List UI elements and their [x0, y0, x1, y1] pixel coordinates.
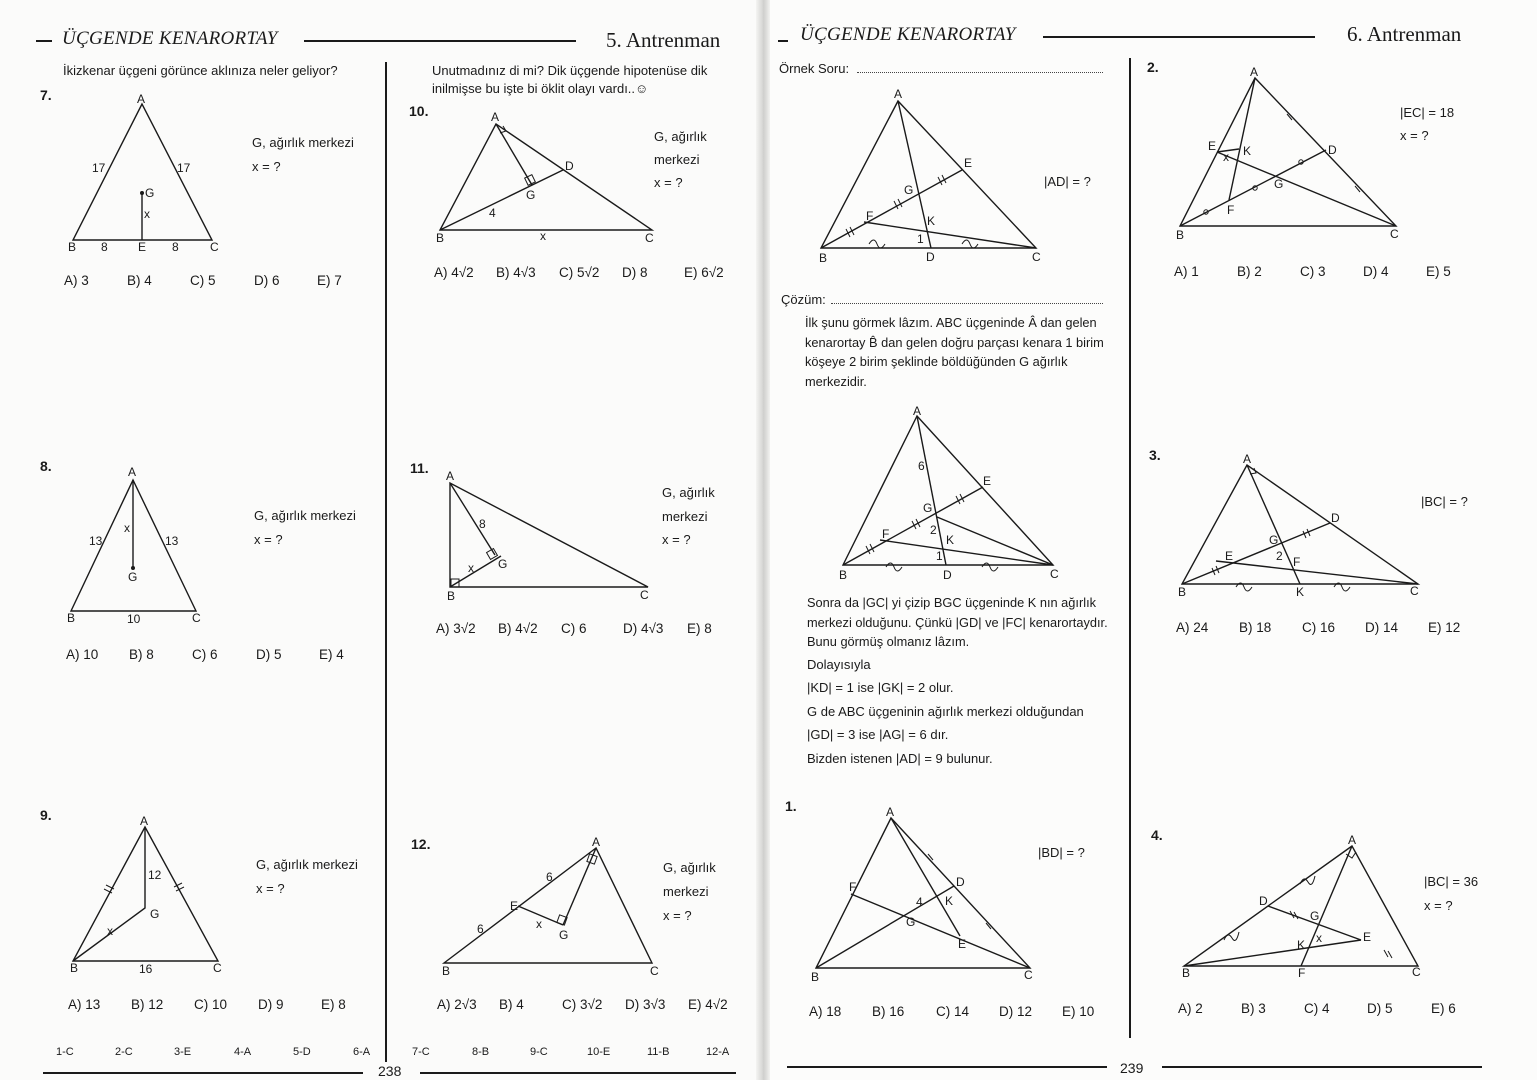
- problem-number: 9.: [40, 807, 52, 823]
- example-label: Örnek Soru:: [779, 61, 850, 76]
- option-d[interactable]: D) 5: [1367, 1001, 1393, 1016]
- figure-label: G: [904, 183, 914, 197]
- figure-label: 4: [916, 895, 923, 909]
- solution-line: Bizden istenen |AD| = 9 bulunur.: [807, 751, 993, 766]
- header-dash: [778, 40, 788, 42]
- left-page-number: 238: [378, 1063, 402, 1079]
- option-c[interactable]: C) 3√2: [562, 997, 603, 1012]
- figure-label: K: [1243, 144, 1252, 158]
- option-d[interactable]: D) 5: [256, 647, 282, 662]
- option-d[interactable]: D) 8: [622, 265, 648, 280]
- figure-label: K: [1296, 585, 1305, 599]
- answer-key-item: 5-D: [293, 1046, 311, 1058]
- option-c[interactable]: C) 14: [936, 1004, 970, 1019]
- option-b[interactable]: B) 4√3: [496, 265, 536, 280]
- option-c[interactable]: C) 4: [1304, 1001, 1330, 1016]
- figure-label: C: [1032, 250, 1041, 264]
- figure-label: B: [67, 611, 76, 625]
- figure-label: 13: [165, 534, 179, 548]
- figure-label: x: [1223, 150, 1229, 164]
- figure-label: G: [1310, 909, 1320, 923]
- problem-number: 4.: [1151, 827, 1163, 843]
- solution-line: G de ABC üçgeninin ağırlık merkezi olduğundan: [807, 704, 1084, 719]
- figure-label: x: [107, 924, 113, 938]
- problem-question: x = ?: [252, 159, 281, 174]
- option-c[interactable]: C) 10: [194, 997, 228, 1012]
- figure-label: F: [866, 209, 874, 223]
- figure-label: G: [145, 186, 155, 200]
- problem-question: x = ?: [256, 881, 285, 896]
- option-b[interactable]: B) 18: [1239, 620, 1272, 635]
- option-e[interactable]: E) 8: [321, 997, 346, 1012]
- figure-label: A: [1250, 65, 1259, 79]
- right-header-title: ÜÇGENDE KENARORTAY: [800, 24, 1016, 45]
- figure-label: x: [124, 521, 130, 535]
- problem-question: merkezi: [663, 884, 709, 899]
- problem-question: G, ağırlık: [654, 129, 707, 144]
- option-a[interactable]: A) 24: [1176, 620, 1209, 635]
- figure-label: C: [640, 588, 649, 602]
- problem-question: |BC| = ?: [1421, 494, 1468, 509]
- dotted-leader: [857, 60, 1103, 73]
- figure-label: A: [913, 404, 922, 418]
- figure-label: A: [128, 465, 137, 479]
- option-a[interactable]: A) 2: [1178, 1001, 1203, 1016]
- figure-label: 12: [148, 868, 162, 882]
- problem-question: x = ?: [662, 532, 691, 547]
- figure-label: 8: [479, 517, 486, 531]
- figure-label: E: [958, 937, 967, 951]
- answer-key-item: 10-E: [587, 1046, 611, 1058]
- figure-label: 17: [92, 161, 106, 175]
- vertex-label: A: [137, 92, 146, 106]
- figure-label: F: [1227, 203, 1235, 217]
- problem-number: 3.: [1149, 447, 1161, 463]
- option-d[interactable]: D) 12: [999, 1004, 1033, 1019]
- option-b[interactable]: B) 16: [872, 1004, 905, 1019]
- figure-label: 8: [101, 240, 108, 254]
- option-e[interactable]: E) 4√2: [688, 997, 728, 1012]
- problem-question: x = ?: [654, 175, 683, 190]
- figure-label: 17: [177, 161, 191, 175]
- figure-label: E: [983, 474, 992, 488]
- figure-label: G: [526, 188, 536, 202]
- problem-question: G, ağırlık merkezi: [252, 135, 354, 150]
- figure-label: A: [894, 87, 903, 101]
- figure-label: D: [1331, 511, 1340, 525]
- problem-question: G, ağırlık: [662, 485, 715, 500]
- figure-label: E: [510, 899, 519, 913]
- book-gutter: [756, 0, 770, 1080]
- figure-label: K: [945, 894, 954, 908]
- figure-label: B: [436, 231, 445, 245]
- problem-question: |BD| = ?: [1038, 845, 1085, 860]
- problem-question: G, ağırlık merkezi: [256, 857, 358, 872]
- figure-label: D: [943, 568, 952, 582]
- answer-key-item: 12-A: [706, 1046, 730, 1058]
- option-b[interactable]: B) 2: [1237, 264, 1262, 279]
- problem-question: merkezi: [662, 509, 708, 524]
- answer-key-item: 3-E: [174, 1046, 192, 1058]
- right-training-title: 6. Antrenman: [1347, 22, 1462, 46]
- column-divider: [1129, 58, 1131, 1038]
- figure-label: D: [1259, 894, 1268, 908]
- figure-label: 6: [477, 922, 484, 936]
- figure-label: G: [128, 570, 138, 584]
- figure-label: C: [650, 964, 659, 978]
- figure-label: 4: [489, 206, 496, 220]
- figure-label: A: [1243, 452, 1252, 466]
- problem-question: G, ağırlık: [663, 860, 716, 875]
- figure-label: C: [1024, 968, 1033, 982]
- figure-label: A: [592, 835, 601, 849]
- problem-number: 11.: [410, 460, 429, 476]
- problem-number: 1.: [785, 798, 797, 814]
- problem-question: x = ?: [1424, 898, 1453, 913]
- header-rule: [1043, 36, 1315, 38]
- figure-label: D: [956, 875, 965, 889]
- problem-question: x = ?: [254, 532, 283, 547]
- problem-number: 7.: [40, 87, 52, 103]
- option-b[interactable]: B) 4: [499, 997, 524, 1012]
- option-a[interactable]: A) 18: [809, 1004, 842, 1019]
- figure-label: K: [1297, 938, 1306, 952]
- figure-label: 13: [89, 534, 103, 548]
- figure-label: G: [559, 928, 569, 942]
- figure-label: 8: [172, 240, 179, 254]
- left-header-title: ÜÇGENDE KENARORTAY: [62, 28, 278, 49]
- option-d[interactable]: D) 14: [1365, 620, 1399, 635]
- solution-label: Çözüm:: [781, 292, 826, 307]
- figure-label: B: [1178, 585, 1187, 599]
- figure-label: C: [645, 231, 654, 245]
- option-a[interactable]: A) 1: [1174, 264, 1199, 279]
- figure-label: K: [946, 533, 955, 547]
- option-e[interactable]: E) 5: [1426, 264, 1451, 279]
- problem-number: 10.: [409, 103, 429, 119]
- option-a[interactable]: A) 2√3: [437, 997, 477, 1012]
- figure-label: D: [565, 159, 574, 173]
- option-e[interactable]: E) 12: [1428, 620, 1461, 635]
- figure-label: B: [839, 568, 848, 582]
- intro2-line2: inilmişse bu işte bi öklit olayı vardı..☺: [432, 81, 649, 96]
- option-a[interactable]: A) 4√2: [434, 265, 474, 280]
- figure-label: A: [446, 469, 455, 483]
- option-a[interactable]: A) 10: [66, 647, 99, 662]
- figure-label: C: [1050, 567, 1059, 581]
- figure-label: A: [140, 814, 149, 828]
- figure-label: E: [1208, 139, 1217, 153]
- figure-label: B: [819, 251, 828, 265]
- figure-label: F: [849, 880, 857, 894]
- figure-label: E: [1225, 549, 1234, 563]
- option-a[interactable]: A) 3√2: [436, 621, 476, 636]
- answer-key-item: 9-C: [530, 1046, 548, 1058]
- figure-label: 1: [936, 549, 943, 563]
- figure-label: K: [927, 214, 936, 228]
- figure-label: E: [964, 156, 973, 170]
- option-b[interactable]: B) 4: [127, 273, 152, 288]
- solution-line: |KD| = 1 ise |GK| = 2 olur.: [807, 680, 954, 695]
- figure-label: 2: [930, 523, 937, 537]
- figure-label: 16: [139, 962, 153, 976]
- intro-text: İkizkenar üçgeni görünce aklınıza neler geliyor?: [63, 63, 338, 78]
- problem-number: 2.: [1147, 59, 1159, 75]
- dotted-leader: [831, 291, 1103, 304]
- problem-question: x = ?: [663, 908, 692, 923]
- solution-paragraph: İlk şunu görmek lâzım. ABC üçgeninde Â dan gelen kenarortay B̂ dan gelen doğru parçası kenara 1 birim köşeye 2 birim şeklinde böldüğünden G ağırlık merkezidir.: [805, 315, 1104, 389]
- option-d[interactable]: D) 6: [254, 273, 280, 288]
- option-e[interactable]: E) 8: [687, 621, 712, 636]
- figure-label: C: [1410, 584, 1419, 598]
- figure-label: D: [926, 250, 935, 264]
- figure-label: B: [811, 970, 820, 984]
- figure-label: C: [192, 611, 201, 625]
- figure-label: C: [1412, 965, 1421, 979]
- figure-label: E: [138, 240, 147, 254]
- problem-number: 12.: [411, 836, 431, 852]
- figure-label: A: [1348, 833, 1357, 847]
- figure-label: x: [1316, 931, 1322, 945]
- option-a[interactable]: A) 3: [64, 273, 89, 288]
- footer-rule: [43, 1072, 363, 1074]
- option-c[interactable]: C) 16: [1302, 620, 1336, 635]
- problem-question: merkezi: [654, 152, 700, 167]
- option-e[interactable]: E) 7: [317, 273, 342, 288]
- header-rule: [304, 40, 576, 42]
- example-question: |AD| = ?: [1044, 174, 1091, 189]
- problem-question: |BC| = 36: [1424, 874, 1479, 889]
- answer-key-item: 6-A: [353, 1046, 371, 1058]
- figure-label: G: [498, 557, 508, 571]
- figure-label: G: [906, 915, 916, 929]
- figure-label: A: [886, 805, 895, 819]
- option-c[interactable]: C) 5: [190, 273, 216, 288]
- option-c[interactable]: C) 3: [1300, 264, 1326, 279]
- problem-question: G, ağırlık merkezi: [254, 508, 356, 523]
- answer-key-item: 1-C: [56, 1046, 74, 1058]
- solution-paragraph: Sonra da |GC| yi çizip BGC üçgeninde K nın ağırlık merkezi olduğunu. Çünkü |GD| ve |FC| kenarortaydır. Bunu görmüş olmanız lâzım.: [807, 595, 1108, 649]
- header-dash: [36, 40, 52, 42]
- right-page: [762, 0, 1537, 1080]
- option-d[interactable]: D) 3√3: [625, 997, 666, 1012]
- figure-label: G: [923, 501, 933, 515]
- option-c[interactable]: C) 5√2: [559, 265, 600, 280]
- figure-label: x: [540, 229, 546, 243]
- answer-key-item: 11-B: [647, 1046, 670, 1058]
- option-b[interactable]: B) 3: [1241, 1001, 1266, 1016]
- figure-label: B: [1182, 966, 1191, 980]
- figure-label: D: [1328, 143, 1337, 157]
- option-e[interactable]: E) 6√2: [684, 265, 724, 280]
- option-b[interactable]: B) 8: [129, 647, 154, 662]
- option-e[interactable]: E) 4: [319, 647, 344, 662]
- figure-label: 6: [546, 870, 553, 884]
- option-e[interactable]: E) 10: [1062, 1004, 1095, 1019]
- figure-label: B: [1176, 228, 1185, 242]
- figure-label: x: [536, 917, 542, 931]
- figure-label: 10: [127, 612, 141, 626]
- option-d[interactable]: D) 4: [1363, 264, 1389, 279]
- option-b[interactable]: B) 12: [131, 997, 164, 1012]
- option-d[interactable]: D) 9: [258, 997, 284, 1012]
- footer-rule: [420, 1072, 736, 1074]
- option-a[interactable]: A) 13: [68, 997, 101, 1012]
- answer-key-item: 4-A: [234, 1046, 252, 1058]
- figure-label: 1: [917, 232, 924, 246]
- figure-label: x: [468, 561, 474, 575]
- option-e[interactable]: E) 6: [1431, 1001, 1456, 1016]
- option-d[interactable]: D) 4√3: [623, 621, 664, 636]
- figure-label: C: [213, 961, 222, 975]
- column-divider: [385, 62, 387, 1062]
- figure-label: F: [1293, 555, 1301, 569]
- answer-key-item: 7-C: [412, 1046, 430, 1058]
- answer-key-item: 8-B: [472, 1046, 490, 1058]
- figure-label: B: [70, 961, 79, 975]
- figure-label: B: [442, 964, 451, 978]
- figure-label: F: [1298, 966, 1306, 980]
- option-b[interactable]: B) 4√2: [498, 621, 538, 636]
- footer-rule: [787, 1066, 1107, 1068]
- footer-rule: [1162, 1066, 1482, 1068]
- figure-label: 6: [918, 459, 925, 473]
- figure-label: x: [144, 207, 150, 221]
- solution-line: Dolayısıyla: [807, 657, 871, 672]
- figure-label: 2: [1276, 549, 1283, 563]
- figure-label: C: [210, 240, 219, 254]
- intro2-line1: Unutmadınız di mi? Dik üçgende hipotenüse dik: [432, 63, 708, 78]
- left-page: [0, 0, 762, 1080]
- figure-label: E: [1363, 930, 1372, 944]
- option-c[interactable]: C) 6: [561, 621, 587, 636]
- right-page-number: 239: [1120, 1060, 1144, 1076]
- option-c[interactable]: C) 6: [192, 647, 218, 662]
- left-training-title: 5. Antrenman: [606, 28, 721, 52]
- figure-label: C: [1390, 227, 1399, 241]
- figure-label: G: [1269, 533, 1279, 547]
- figure-label: B: [447, 589, 456, 603]
- figure-label: F: [882, 527, 890, 541]
- figure-label: A: [491, 110, 500, 124]
- solution-line: |GD| = 3 ise |AG| = 6 dır.: [807, 727, 949, 742]
- answer-key-item: 2-C: [115, 1046, 133, 1058]
- problem-question: |EC| = 18: [1400, 105, 1455, 120]
- problem-number: 8.: [40, 458, 52, 474]
- problem-question: x = ?: [1400, 128, 1429, 143]
- figure-label: B: [68, 240, 77, 254]
- figure-label: G: [150, 907, 160, 921]
- figure-label: G: [1274, 177, 1284, 191]
